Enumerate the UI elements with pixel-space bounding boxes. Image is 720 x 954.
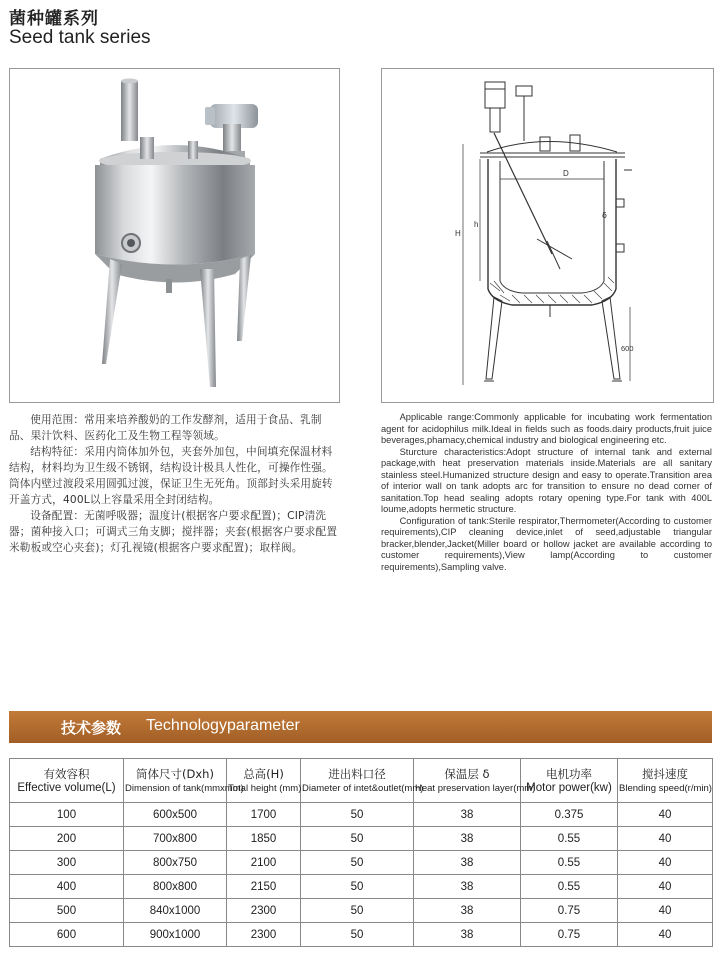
table-row <box>10 875 713 899</box>
en-paragraph: Sturcture characteristics:Adopt structure of internal tank and external package,with heat preservation materials inside.Materials are all sanitary stainless steel.Humanized structure design and easy to operate.Transition area of interior wall on tank adopts arc for transition to ensure no dead corner of sanitation.Top head sealing adopts rotary opening type.For tank with 400L loume,adopts hermetic structure. <box>381 446 712 514</box>
header-volume: 有效容积 Effective volume(L) <box>10 759 124 803</box>
cell: 50 <box>301 899 414 923</box>
cell: 40 <box>618 923 713 947</box>
cell: 50 <box>301 803 414 827</box>
page-title-cn: 菌种罐系列 <box>9 9 99 29</box>
cell: 40 <box>618 803 713 827</box>
header-motor-power: 电机功率 Motor power(kw) <box>521 759 618 803</box>
cell: 38 <box>414 899 521 923</box>
description-en <box>381 412 712 573</box>
cell: 500 <box>10 899 124 923</box>
label-leg-600: 600 <box>621 344 634 353</box>
cell: 40 <box>618 851 713 875</box>
label-delta: δ <box>602 211 607 220</box>
cn-paragraph: 结构特征：采用内筒体加外包，夹套外加包，中间填充保温材料结构，材料均为卫生级不锈钢，结构设计极具人性化，可操作性强。筒体内壁过渡段采用圆弧过渡，保证卫生无死角。顶部封头采用旋转开盖方式，400L以上容量采用全封闭结构。 <box>9 446 333 506</box>
cell: 2300 <box>227 923 301 947</box>
section-title-cn: 技术参数 <box>61 719 122 737</box>
cell: 600 <box>10 923 124 947</box>
page-title-en: Seed tank series <box>9 27 151 48</box>
cell: 300 <box>10 851 124 875</box>
tank-schematic <box>382 69 713 402</box>
cn-paragraph: 使用范围：常用来培养酸奶的工作发酵剂，适用于食品、乳制品、果汁饮料、医药化工及生物工程等领域。 <box>9 414 322 442</box>
label-total-h: H <box>455 229 461 238</box>
cell: 1850 <box>227 827 301 851</box>
cell: 50 <box>301 851 414 875</box>
cell: 40 <box>618 827 713 851</box>
cn-paragraph: 设备配置：无菌呼吸器；温度计(根据客户要求配置)；CIP清洗器；菌种接入口；可调式三角支脚；搅拌器；夹套(根据客户要求配置米勒板或空心夹套)；灯孔视镜(根据客户要求配置)；取样阀。 <box>9 510 338 554</box>
seed-tank-illustration <box>10 69 339 402</box>
en-paragraph: Applicable range:Commonly applicable for incubating work fermentation agent for acidophilus milk.Ideal in fields such as foods.dairy products,fruit juice beverages,phamacy,chemical industry and biological engineering etc. <box>381 412 712 445</box>
cell: 400 <box>10 875 124 899</box>
cell: 800x800 <box>124 875 227 899</box>
section-header <box>9 711 712 743</box>
label-d: D <box>563 169 569 178</box>
cell: 38 <box>414 875 521 899</box>
cell: 38 <box>414 803 521 827</box>
cell: 38 <box>414 851 521 875</box>
cell: 840x1000 <box>124 899 227 923</box>
cell: 0.55 <box>521 827 618 851</box>
cell: 50 <box>301 923 414 947</box>
cell: 600x500 <box>124 803 227 827</box>
cell: 800x750 <box>124 851 227 875</box>
cell: 100 <box>10 803 124 827</box>
table-row <box>10 923 713 947</box>
cell: 40 <box>618 875 713 899</box>
cell: 0.55 <box>521 875 618 899</box>
cell: 200 <box>10 827 124 851</box>
table-header-row <box>10 759 713 803</box>
cell: 2100 <box>227 851 301 875</box>
cell: 0.75 <box>521 923 618 947</box>
cell: 0.55 <box>521 851 618 875</box>
cell: 50 <box>301 875 414 899</box>
table-row <box>10 899 713 923</box>
product-photo <box>9 68 340 403</box>
header-total-height: 总高(H) Total height (mm) <box>227 759 301 803</box>
header-diameter: 进出料口径 Diameter of intet&outlet(mm) <box>301 759 414 803</box>
header-blending-speed: 搅抖速度 Blending speed(r/min) <box>618 759 713 803</box>
cell: 2150 <box>227 875 301 899</box>
table-row <box>10 827 713 851</box>
cell: 700x800 <box>124 827 227 851</box>
cell: 40 <box>618 899 713 923</box>
technical-drawing <box>381 68 714 403</box>
table-row <box>10 851 713 875</box>
header-dimension: 筒体尺寸(Dxh) Dimension of tank(mmxmm) <box>124 759 227 803</box>
cell: 900x1000 <box>124 923 227 947</box>
section-title-en: Technologyparameter <box>146 717 300 734</box>
header-heat-layer: 保温层 δ Heat preservation layer(mm) <box>414 759 521 803</box>
cell: 1700 <box>227 803 301 827</box>
cell: 0.75 <box>521 899 618 923</box>
cell: 50 <box>301 827 414 851</box>
table-row <box>10 803 713 827</box>
cell: 2300 <box>227 899 301 923</box>
cell: 0.375 <box>521 803 618 827</box>
description-cn <box>9 412 341 556</box>
en-paragraph: Configuration of tank:Sterile respirator,Thermometer(According to customer requirements),CIP cleaning device,inlet of seed,adjustable triangular bracker,blender,Jacket(Miller board or hollow jacket are available according to customer requirements),View lamp(According to customer requirements),Sampling valve. <box>381 515 712 572</box>
cell: 38 <box>414 827 521 851</box>
label-h: h <box>474 220 479 229</box>
cell: 38 <box>414 923 521 947</box>
parameter-table <box>9 758 713 947</box>
